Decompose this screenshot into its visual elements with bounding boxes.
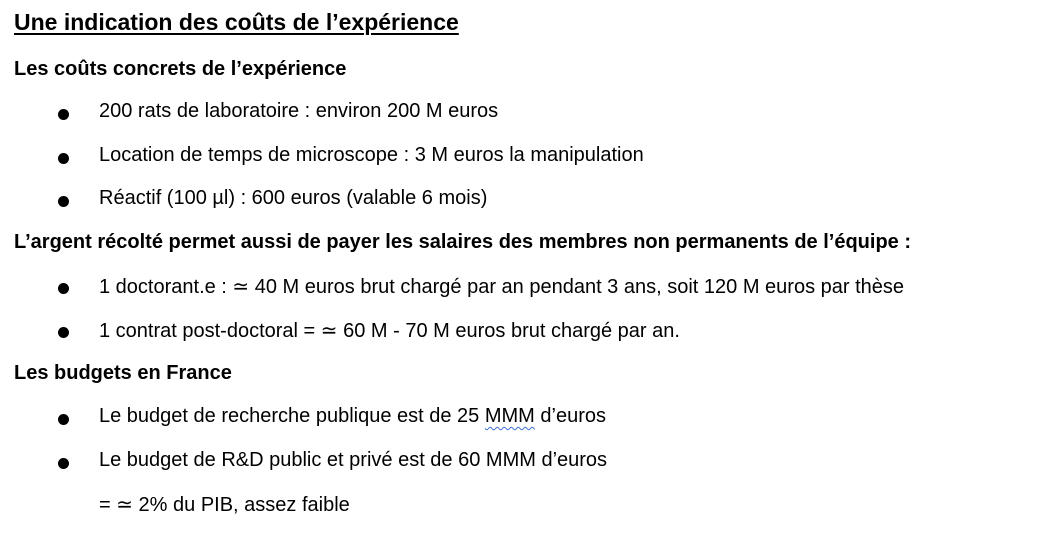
budget-note: = ≃ 2% du PIB, assez faible [99,494,350,516]
spellcheck-flagged-word[interactable]: MMM [484,405,535,427]
bullet-icon [58,196,69,207]
bullet-icon [58,414,69,425]
section-heading-budgets: Les budgets en France [14,362,232,384]
document-title: Une indication des coûts de l’expérience [14,9,459,35]
bullet-icon [58,283,69,294]
list-item-text: Le budget de R&D public et privé est de 60 MMM d’euros [99,449,608,471]
list-item-text: 1 doctorant.e : ≃ 40 M euros brut chargé par an pendant 3 ans, soit 120 M euros par thèse [99,276,905,298]
section-heading-costs: Les coûts concrets de l’expérience [14,58,347,80]
list-item-text: Location de temps de microscope : 3 M euros la manipulation [99,144,644,166]
list-item-text: 1 contrat post-doctoral = ≃ 60 M - 70 M euros brut chargé par an. [99,320,680,342]
list-item-text-part: Le budget de recherche publique est de 25 [99,405,485,427]
bullet-icon [58,327,69,338]
list-item-text: 200 rats de laboratoire : environ 200 M euros [99,100,499,122]
bullet-icon [58,153,69,164]
list-item-text [99,405,606,428]
bullet-icon [58,109,69,120]
section-heading-salaries: L’argent récolté permet aussi de payer les salaires des membres non permanents de l’équipe : [14,231,912,253]
list-item-text-part: d’euros [534,405,606,427]
list-item-text: Réactif (100 µl) : 600 euros (valable 6 mois) [99,187,488,209]
bullet-icon [58,458,69,469]
